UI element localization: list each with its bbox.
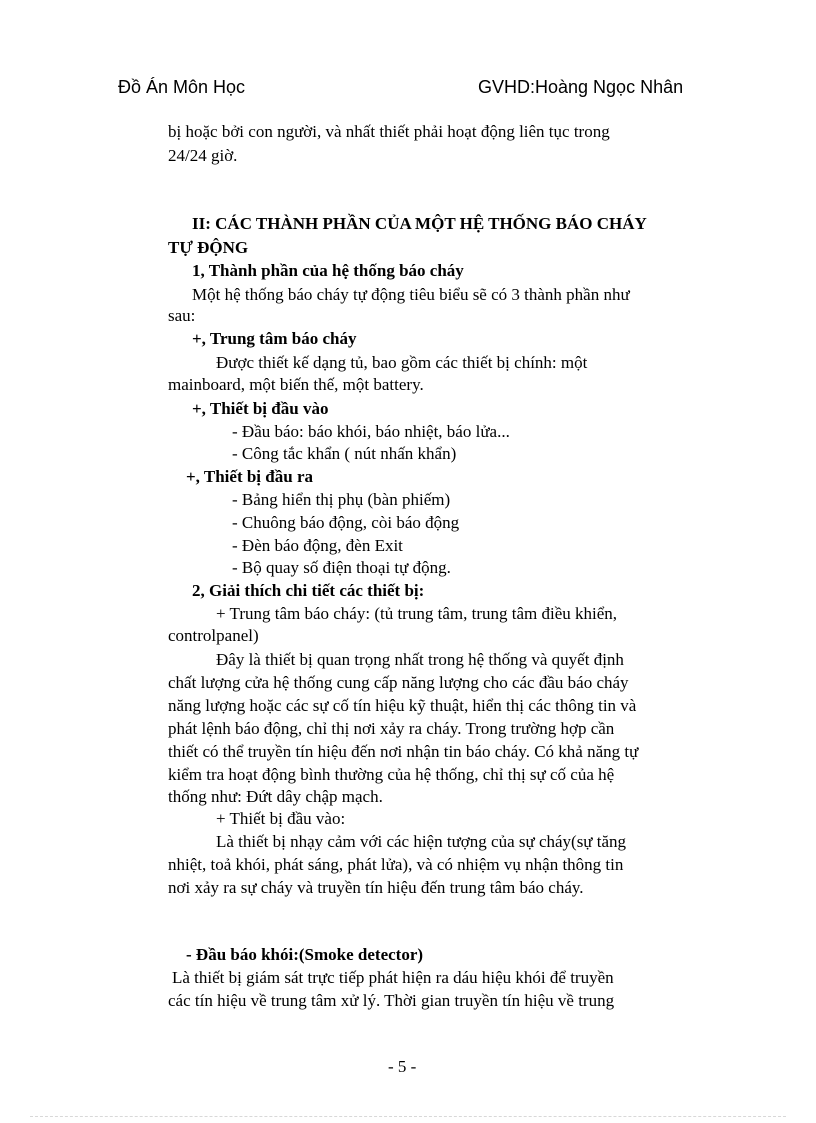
subsection-1-intro-1: Một hệ thống báo cháy tự động tiêu biểu sẽ có 3 thành phần như: [192, 285, 630, 304]
outputs-item-4: - Bộ quay số điện thoại tự động.: [232, 558, 451, 577]
central-detail-text-5: thiết có thể truyền tín hiệu đến nơi nhận tin báo cháy. Có khả năng tự: [168, 742, 639, 761]
inputs-item-1: - Đầu báo: báo khói, báo nhiệt, báo lửa...: [232, 422, 510, 441]
footer-divider: [30, 1116, 786, 1117]
central-detail-text-2: chất lượng cửa hệ thống cung cấp năng lượng cho các đầu báo cháy: [168, 673, 629, 692]
inputs-heading: +, Thiết bị đầu vào: [192, 399, 329, 418]
header-right: GVHD:Hoàng Ngọc Nhân: [478, 77, 684, 97]
central-unit-heading: +, Trung tâm báo cháy: [192, 329, 357, 348]
input-detail-text-2: nhiệt, toả khói, phát sáng, phát lửa), và có nhiệm vụ nhận thông tin: [168, 855, 624, 874]
subsection-1-heading: 1, Thành phần của hệ thống báo cháy: [192, 261, 464, 280]
central-detail-text-4: phát lệnh báo động, chỉ thị nơi xảy ra cháy. Trong trường hợp cần: [168, 719, 615, 738]
inputs-item-2: - Công tắc khẩn ( nút nhấn khẩn): [232, 444, 457, 463]
page-number: - 5 -: [388, 1057, 417, 1076]
outputs-item-1: - Bảng hiển thị phụ (bàn phiếm): [232, 490, 451, 509]
central-unit-text-2: mainboard, một biến thế, một battery.: [168, 375, 424, 394]
outputs-item-2: - Chuông báo động, còi báo động: [232, 513, 460, 532]
outputs-item-3: - Đèn báo động, đèn Exit: [232, 536, 403, 555]
input-detail-heading: + Thiết bị đầu vào:: [216, 809, 346, 828]
central-detail-heading-1: + Trung tâm báo cháy: (tủ trung tâm, trung tâm điều khiển,: [216, 604, 618, 623]
smoke-detector-text-2: các tín hiệu về trung tâm xử lý. Thời gian truyền tín hiệu về trung: [168, 991, 615, 1010]
input-detail-text-1: Là thiết bị nhạy cảm với các hiện tượng của sự cháy(sự tăng: [216, 832, 627, 851]
central-unit-text-1: Được thiết kế dạng tủ, bao gồm các thiết bị chính: một: [216, 353, 588, 372]
central-detail-heading-2: controlpanel): [168, 626, 259, 645]
smoke-detector-heading: - Đầu báo khói:(Smoke detector): [186, 945, 424, 964]
subsection-2-heading: 2, Giải thích chi tiết các thiết bị:: [192, 581, 425, 600]
central-detail-text-6: kiểm tra hoạt động bình thường của hệ thống, chỉ thị sự cố của hệ: [168, 765, 615, 784]
central-detail-text-7: thống như: Đứt dây chập mạch.: [168, 787, 383, 806]
central-detail-text-3: năng lượng hoặc các sự cố tín hiệu kỹ thuật, hiển thị các thông tin và: [168, 696, 637, 715]
smoke-detector-text-1: Là thiết bị giám sát trực tiếp phát hiện ra dáu hiệu khói để truyền: [172, 968, 614, 987]
section-title-line-1: II: CÁC THÀNH PHẦN CỦA MỘT HỆ THỐNG BÁO CHÁY: [192, 214, 647, 233]
intro-line-2: 24/24 giờ.: [168, 146, 238, 165]
outputs-heading: +, Thiết bị đầu ra: [186, 467, 313, 486]
central-detail-text-1: Đây là thiết bị quan trọng nhất trong hệ thống và quyết định: [216, 650, 624, 669]
subsection-1-intro-2: sau:: [168, 306, 196, 325]
intro-line-1: bị hoặc bởi con người, và nhất thiết phải hoạt động liên tục trong: [168, 122, 610, 141]
header-left: Đồ Án Môn Học: [118, 77, 246, 97]
section-title-line-2: TỰ ĐỘNG: [168, 238, 249, 257]
input-detail-text-3: nơi xảy ra sự cháy và truyền tín hiệu đến trung tâm báo cháy.: [168, 878, 584, 897]
